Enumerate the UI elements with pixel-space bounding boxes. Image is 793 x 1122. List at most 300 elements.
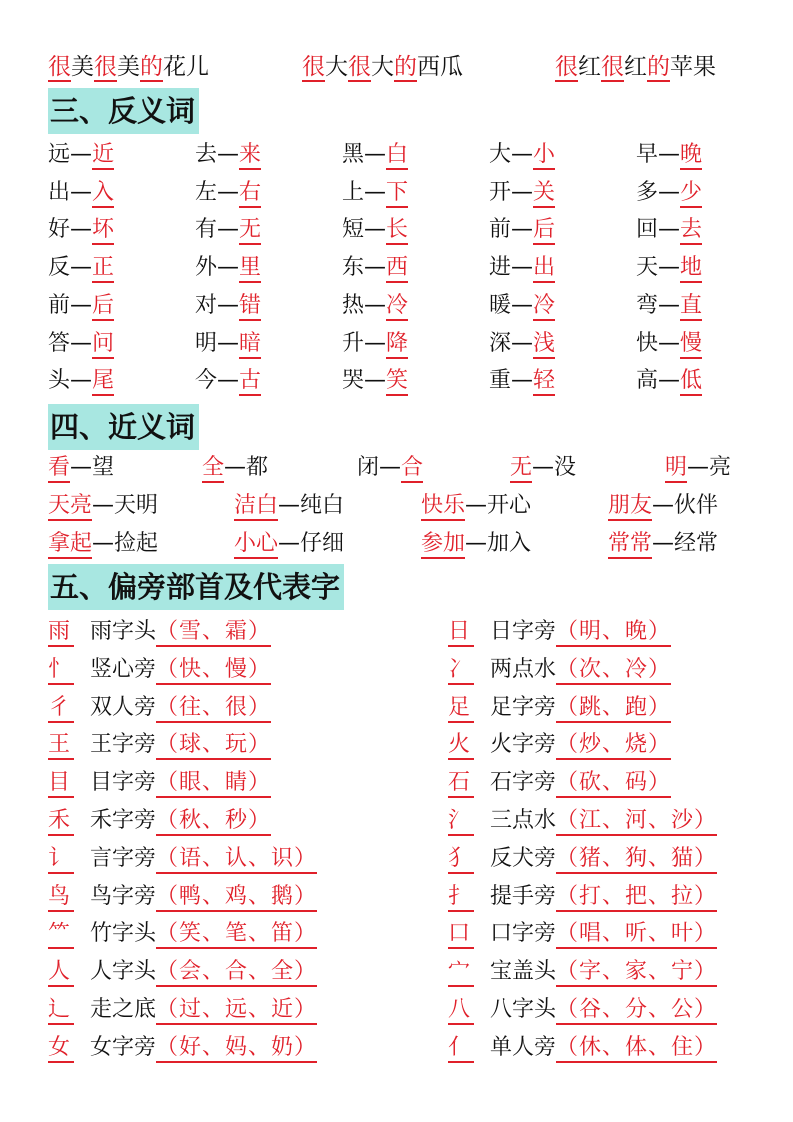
dash: — xyxy=(364,179,387,205)
radical-row xyxy=(448,919,717,949)
radical-examples: （谷、分、公） xyxy=(556,997,717,1025)
radical-glyph: 亻 xyxy=(448,1035,474,1063)
dash: — xyxy=(658,292,681,318)
dash: — xyxy=(70,330,93,356)
radical-examples: （好、妈、奶） xyxy=(156,1035,317,1063)
radical-examples: （秋、秒） xyxy=(156,808,271,836)
radical-glyph: 冫 xyxy=(448,657,474,685)
antonym-answer: 直 xyxy=(680,293,702,321)
antonym-pair xyxy=(636,215,702,245)
synonym-word: 参加 xyxy=(421,531,465,559)
dash: — xyxy=(511,217,534,243)
radical-examples: （唱、听、叶） xyxy=(556,921,717,949)
dash: — xyxy=(511,142,534,167)
radical-name: 双人旁 xyxy=(90,694,157,720)
antonym-word: 好 xyxy=(48,217,71,243)
antonym-word: 回 xyxy=(636,217,659,243)
phrase-char: 美 xyxy=(117,54,140,80)
synonym-match: 捡起 xyxy=(114,531,159,556)
antonym-pair xyxy=(636,178,702,208)
antonym-answer: 古 xyxy=(239,368,261,396)
dash: — xyxy=(511,179,534,205)
radical-name: 王字旁 xyxy=(90,732,157,758)
radical-name: 单人旁 xyxy=(490,1034,557,1060)
radical-glyph: 讠 xyxy=(48,846,74,874)
radical-examples: （休、体、住） xyxy=(556,1035,717,1063)
antonym-answer: 西 xyxy=(386,255,408,283)
antonym-word: 上 xyxy=(342,179,365,205)
dash: — xyxy=(217,142,240,167)
antonym-word: 外 xyxy=(195,255,218,281)
antonym-answer: 白 xyxy=(386,142,408,170)
radical-name: 八字头 xyxy=(490,997,557,1022)
antonym-word: 升 xyxy=(342,330,365,356)
radical-row xyxy=(448,768,671,798)
dash: — xyxy=(465,493,488,518)
radical-name: 两点水 xyxy=(490,656,557,682)
antonym-word: 去 xyxy=(195,142,218,167)
dash: — xyxy=(217,330,240,356)
radical-examples: （打、把、拉） xyxy=(556,884,717,912)
antonym-pair xyxy=(342,178,408,208)
phrase-char: 的 xyxy=(140,54,163,80)
antonym-answer: 下 xyxy=(386,180,408,208)
radical-examples: （江、河、沙） xyxy=(556,808,717,836)
antonym-word: 热 xyxy=(342,292,365,318)
radical-name: 竹字头 xyxy=(90,921,157,947)
dash: — xyxy=(70,292,93,318)
antonym-answer: 右 xyxy=(239,180,261,208)
synonym-word: 明 xyxy=(665,455,687,483)
dash: — xyxy=(687,455,710,480)
dash: — xyxy=(364,217,387,243)
radical-examples: （眼、睛） xyxy=(156,770,271,798)
antonym-answer: 降 xyxy=(386,331,408,359)
antonym-word: 开 xyxy=(489,179,512,205)
radical-examples: （猪、狗、猫） xyxy=(556,846,717,874)
radical-row xyxy=(48,655,271,685)
radical-name: 足字旁 xyxy=(490,694,557,720)
radical-glyph: 雨 xyxy=(48,619,74,647)
antonym-word: 天 xyxy=(636,255,659,281)
intro-phrase xyxy=(555,52,716,82)
dash: — xyxy=(511,368,534,394)
antonym-word: 弯 xyxy=(636,292,659,318)
radical-glyph: 人 xyxy=(48,959,74,987)
radical-examples: （炒、烧） xyxy=(556,732,671,760)
synonym-pair xyxy=(234,491,344,521)
radical-examples: （鸭、鸡、鹅） xyxy=(156,884,317,912)
synonym-word: 全 xyxy=(202,455,224,483)
synonym-pair xyxy=(357,453,423,483)
antonym-answer: 正 xyxy=(92,255,114,283)
section-heading-antonyms: 三、反义词 xyxy=(48,88,199,134)
antonym-pair xyxy=(342,291,408,321)
synonym-word: 小心 xyxy=(234,531,278,559)
radical-row xyxy=(48,1033,317,1063)
synonym-match: 天明 xyxy=(114,493,159,518)
dash: — xyxy=(658,368,681,394)
dash: — xyxy=(92,531,115,556)
radical-glyph: 宀 xyxy=(448,959,474,987)
antonym-pair xyxy=(636,366,702,396)
radical-name: 禾字旁 xyxy=(90,808,157,833)
radical-glyph: 八 xyxy=(448,997,474,1025)
radical-name: 宝盖头 xyxy=(490,959,557,985)
dash: — xyxy=(511,292,534,318)
antonym-answer: 冷 xyxy=(533,293,555,321)
antonym-word: 对 xyxy=(195,292,218,318)
phrase-char: 很 xyxy=(48,54,71,80)
synonym-pair xyxy=(202,453,268,483)
radical-name: 口字旁 xyxy=(490,921,557,947)
dash: — xyxy=(511,330,534,356)
radical-glyph: 火 xyxy=(448,732,474,760)
antonym-pair xyxy=(636,140,702,170)
synonym-pair xyxy=(48,529,158,559)
antonym-answer: 尾 xyxy=(92,368,114,396)
antonym-answer: 关 xyxy=(533,180,555,208)
radical-glyph: 氵 xyxy=(448,808,474,836)
synonym-match: 纯白 xyxy=(300,493,345,518)
antonym-answer: 慢 xyxy=(680,331,702,359)
dash: — xyxy=(217,255,240,281)
antonym-answer: 坏 xyxy=(92,217,114,245)
synonym-word: 朋友 xyxy=(608,493,652,521)
antonym-word: 明 xyxy=(195,330,218,356)
radical-name: 日字旁 xyxy=(490,619,557,644)
antonym-word: 左 xyxy=(195,179,218,205)
radical-examples: （跳、跑） xyxy=(556,695,671,723)
radical-name: 人字头 xyxy=(90,959,157,985)
synonym-pair xyxy=(421,491,531,521)
section-heading-synonyms: 四、近义词 xyxy=(48,404,199,450)
radical-row xyxy=(48,693,271,723)
synonym-match: 合 xyxy=(401,455,423,483)
synonym-word: 看 xyxy=(48,455,70,483)
synonym-match: 没 xyxy=(554,455,577,480)
antonym-word: 暖 xyxy=(489,292,512,318)
radical-examples: （次、冷） xyxy=(556,657,671,685)
radical-examples: （语、认、识） xyxy=(156,846,317,874)
radical-glyph: 忄 xyxy=(48,657,74,685)
dash: — xyxy=(217,217,240,243)
phrase-char: 西瓜 xyxy=(417,54,463,80)
dash: — xyxy=(652,493,675,518)
dash: — xyxy=(658,142,681,167)
phrase-char: 很 xyxy=(348,54,371,80)
antonym-word: 早 xyxy=(636,142,659,167)
dash: — xyxy=(379,455,402,480)
dash: — xyxy=(364,292,387,318)
synonym-pair xyxy=(665,453,731,483)
radical-row xyxy=(48,768,271,798)
radical-row xyxy=(448,693,671,723)
radical-glyph: 辶 xyxy=(48,997,74,1025)
antonym-pair xyxy=(48,253,114,283)
radical-name: 女字旁 xyxy=(90,1034,157,1060)
radical-glyph: 足 xyxy=(448,695,474,723)
synonym-word: 快乐 xyxy=(421,493,465,521)
radical-row xyxy=(48,844,317,874)
radical-name: 目字旁 xyxy=(90,770,157,796)
radical-row xyxy=(448,730,671,760)
phrase-char: 的 xyxy=(394,54,417,80)
dash: — xyxy=(652,531,675,556)
synonym-pair xyxy=(608,491,718,521)
antonym-word: 多 xyxy=(636,179,659,205)
radical-row xyxy=(48,957,317,987)
dash: — xyxy=(70,255,93,281)
synonym-match: 望 xyxy=(92,455,115,480)
radical-row xyxy=(448,882,717,912)
synonym-pair xyxy=(48,453,114,483)
synonym-match: 开心 xyxy=(487,493,532,518)
synonym-match: 加入 xyxy=(487,531,532,556)
dash: — xyxy=(511,255,534,281)
antonym-answer: 去 xyxy=(680,217,702,245)
antonym-pair xyxy=(342,140,408,170)
phrase-char: 很 xyxy=(601,54,624,80)
antonym-word: 今 xyxy=(195,368,218,394)
radical-row xyxy=(448,995,717,1025)
dash: — xyxy=(658,179,681,205)
dash: — xyxy=(224,455,247,480)
radical-name: 反犬旁 xyxy=(490,845,557,871)
radical-glyph: 女 xyxy=(48,1035,74,1063)
radical-name: 竖心旁 xyxy=(90,656,157,682)
radical-glyph: 彳 xyxy=(48,695,74,723)
antonym-pair xyxy=(195,178,261,208)
synonym-match: 伙伴 xyxy=(674,493,719,518)
antonym-answer: 错 xyxy=(239,293,261,321)
antonym-pair xyxy=(48,140,114,170)
dash: — xyxy=(92,493,115,518)
radical-row xyxy=(448,655,671,685)
radical-examples: （往、很） xyxy=(156,695,271,723)
antonym-word: 深 xyxy=(489,330,512,356)
dash: — xyxy=(70,142,93,167)
radical-glyph: 王 xyxy=(48,732,74,760)
antonym-pair xyxy=(48,178,114,208)
antonym-pair xyxy=(489,140,555,170)
radical-glyph: 禾 xyxy=(48,808,74,836)
antonym-pair xyxy=(48,215,114,245)
antonym-word: 东 xyxy=(342,255,365,281)
antonym-answer: 来 xyxy=(239,142,261,170)
synonym-word: 拿起 xyxy=(48,531,92,559)
antonym-word: 头 xyxy=(48,368,71,394)
antonym-pair xyxy=(489,253,555,283)
antonym-pair xyxy=(342,366,408,396)
radical-row xyxy=(48,730,271,760)
antonym-pair xyxy=(489,366,555,396)
radical-glyph: 口 xyxy=(448,921,474,949)
radical-examples: （过、远、近） xyxy=(156,997,317,1025)
antonym-answer: 冷 xyxy=(386,293,408,321)
antonym-answer: 少 xyxy=(680,180,702,208)
radical-examples: （会、合、全） xyxy=(156,959,317,987)
antonym-word: 出 xyxy=(48,179,71,205)
radical-examples: （雪、霜） xyxy=(156,619,271,647)
antonym-pair xyxy=(489,215,555,245)
antonym-answer: 无 xyxy=(239,217,261,245)
antonym-answer: 晚 xyxy=(680,142,702,170)
antonym-pair xyxy=(489,291,555,321)
antonym-answer: 浅 xyxy=(533,331,555,359)
phrase-char: 红 xyxy=(578,54,601,80)
intro-phrase xyxy=(302,52,463,82)
radical-row xyxy=(448,1033,717,1063)
antonym-pair xyxy=(195,140,261,170)
antonym-pair xyxy=(195,366,261,396)
radical-examples: （笑、笔、笛） xyxy=(156,921,317,949)
radical-row xyxy=(48,995,317,1025)
antonym-word: 短 xyxy=(342,217,365,243)
radical-glyph: 日 xyxy=(448,619,474,647)
dash: — xyxy=(658,255,681,281)
antonym-pair xyxy=(342,329,408,359)
radical-examples: （明、晚） xyxy=(556,619,671,647)
antonym-answer: 长 xyxy=(386,217,408,245)
radical-row xyxy=(448,617,671,647)
antonym-answer: 里 xyxy=(239,255,261,283)
antonym-answer: 入 xyxy=(92,180,114,208)
phrase-char: 的 xyxy=(647,54,670,80)
radical-glyph: 目 xyxy=(48,770,74,798)
phrase-char: 很 xyxy=(94,54,117,80)
antonym-word: 重 xyxy=(489,368,512,394)
antonym-answer: 笑 xyxy=(386,368,408,396)
antonym-word: 答 xyxy=(48,330,71,356)
intro-phrase xyxy=(48,52,209,82)
radical-glyph: 石 xyxy=(448,770,474,798)
antonym-word: 反 xyxy=(48,255,71,281)
antonym-pair xyxy=(195,329,261,359)
phrase-char: 红 xyxy=(624,54,647,80)
dash: — xyxy=(217,292,240,318)
dash: — xyxy=(70,217,93,243)
antonym-answer: 暗 xyxy=(239,331,261,359)
radical-examples: （球、玩） xyxy=(156,732,271,760)
radical-name: 火字旁 xyxy=(490,732,557,758)
antonym-word: 黑 xyxy=(342,142,365,167)
synonym-word: 闭 xyxy=(357,455,380,480)
synonym-match: 亮 xyxy=(709,455,732,480)
antonym-word: 前 xyxy=(489,217,512,243)
phrase-char: 很 xyxy=(302,54,325,80)
antonym-word: 有 xyxy=(195,217,218,243)
antonym-pair xyxy=(636,253,702,283)
radical-examples: （快、慢） xyxy=(156,657,271,685)
phrase-char: 美 xyxy=(71,54,94,80)
antonym-answer: 轻 xyxy=(533,368,555,396)
dash: — xyxy=(364,330,387,356)
dash: — xyxy=(658,330,681,356)
synonym-pair xyxy=(234,529,344,559)
radical-name: 石字旁 xyxy=(490,770,557,796)
synonym-pair xyxy=(421,529,531,559)
antonym-pair xyxy=(636,291,702,321)
dash: — xyxy=(364,142,387,167)
radical-name: 走之底 xyxy=(90,997,157,1022)
dash: — xyxy=(70,179,93,205)
radical-glyph: ⺮ xyxy=(48,921,74,949)
antonym-pair xyxy=(195,253,261,283)
dash: — xyxy=(278,493,301,518)
antonym-pair xyxy=(195,215,261,245)
antonym-word: 进 xyxy=(489,255,512,281)
synonym-word: 无 xyxy=(510,455,532,483)
antonym-word: 高 xyxy=(636,368,659,394)
radical-row xyxy=(48,882,317,912)
radical-name: 鸟字旁 xyxy=(90,883,157,909)
antonym-word: 大 xyxy=(489,142,512,167)
antonym-pair xyxy=(48,366,114,396)
dash: — xyxy=(70,455,93,480)
antonym-pair xyxy=(489,329,555,359)
synonym-pair xyxy=(48,491,158,521)
antonym-word: 前 xyxy=(48,292,71,318)
antonym-pair xyxy=(342,215,408,245)
synonym-match: 经常 xyxy=(674,531,719,556)
antonym-answer: 近 xyxy=(92,142,114,170)
dash: — xyxy=(70,368,93,394)
antonym-pair xyxy=(489,178,555,208)
antonym-pair xyxy=(48,329,114,359)
antonym-pair xyxy=(48,291,114,321)
dash: — xyxy=(532,455,555,480)
radical-row xyxy=(448,957,717,987)
synonym-word: 常常 xyxy=(608,531,652,559)
synonym-match: 仔细 xyxy=(300,531,345,556)
synonym-word: 洁白 xyxy=(234,493,278,521)
dash: — xyxy=(364,255,387,281)
radical-name: 言字旁 xyxy=(90,845,157,871)
radical-name: 雨字头 xyxy=(90,619,157,644)
dash: — xyxy=(364,368,387,394)
synonym-pair xyxy=(510,453,576,483)
antonym-answer: 后 xyxy=(533,217,555,245)
radical-glyph: 扌 xyxy=(448,884,474,912)
antonym-answer: 地 xyxy=(680,255,702,283)
radical-examples: （字、家、宁） xyxy=(556,959,717,987)
phrase-char: 很 xyxy=(555,54,578,80)
radical-glyph: 犭 xyxy=(448,846,474,874)
antonym-pair xyxy=(195,291,261,321)
synonym-word: 天亮 xyxy=(48,493,92,521)
antonym-answer: 出 xyxy=(533,255,555,283)
antonym-answer: 后 xyxy=(92,293,114,321)
antonym-pair xyxy=(342,253,408,283)
antonym-word: 快 xyxy=(636,330,659,356)
radical-row xyxy=(448,844,717,874)
phrase-char: 大 xyxy=(325,54,348,80)
radical-examples: （砍、码） xyxy=(556,770,671,798)
dash: — xyxy=(278,531,301,556)
radical-name: 提手旁 xyxy=(490,883,557,909)
radical-name: 三点水 xyxy=(490,808,557,833)
phrase-char: 花儿 xyxy=(163,54,209,80)
radical-row xyxy=(48,617,271,647)
radical-row xyxy=(48,806,271,836)
phrase-char: 大 xyxy=(371,54,394,80)
dash: — xyxy=(465,531,488,556)
dash: — xyxy=(217,368,240,394)
section-heading-radicals: 五、偏旁部首及代表字 xyxy=(48,564,344,610)
dash: — xyxy=(217,179,240,205)
synonym-pair xyxy=(608,529,718,559)
